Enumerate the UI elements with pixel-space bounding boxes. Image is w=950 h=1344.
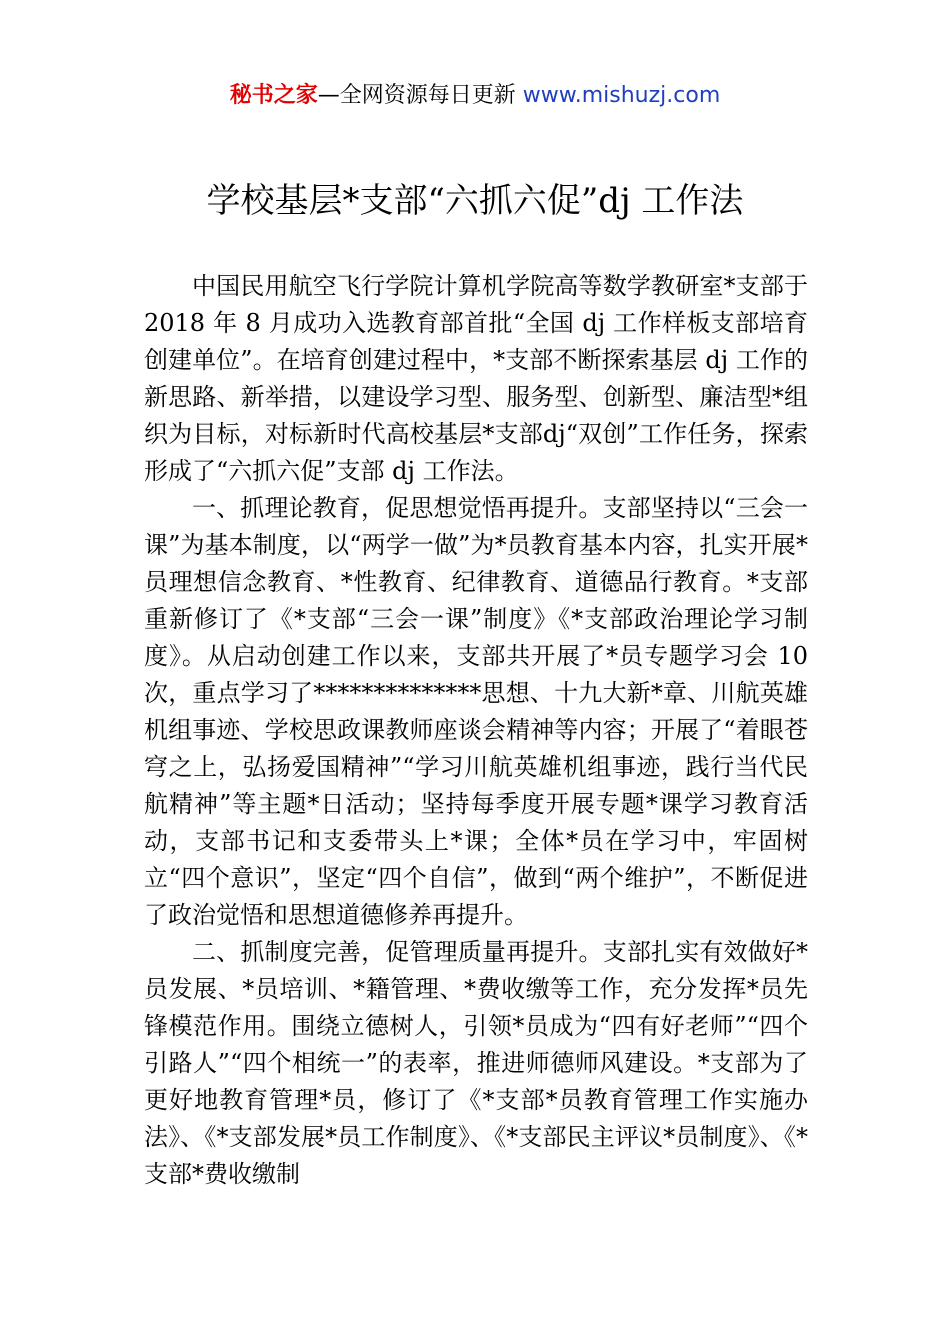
document-title: 学校基层*支部“六抓六促”dj 工作法 [206,181,744,221]
site-brand: 秘书之家 [229,83,318,108]
paragraph-section-2: 二、抓制度完善，促管理质量再提升。支部扎实有效做好*员发展、*员培训、*籍管理、*费收缴等工作，充分发挥*员先锋模范作用。围绕立德树人，引领*员成为“四有好老师”“四个引路人”“四个相统一”的表率，推进师德师风建设。*支部为了更好地教育管理*员，修订了《*支部*员教育管理工作实施办法》、《*支部发展*员工作制度》、《*支部民主评议*员制度》、《*支部*费收缴制 [144,938,808,1188]
site-header [0,80,950,112]
site-slogan: —全网资源每日更新 [317,83,523,108]
paragraph-intro: 中国民用航空飞行学院计算机学院高等数学教研室*支部于 2018 年 8 月成功入选教育部首批“全国 dj 工作样板支部培育创建单位”。在培育创建过程中，*支部不断探索基层 dj 工作的新思路、新举措，以建设学习型、服务型、创新型、廉洁型*组织为目标，对标新时代高校基层*支部dj“双创”工作任务，探索形成了“六抓六促”支部 dj 工作法。 [144,272,808,485]
site-url-link[interactable]: www.mishuzj.com [522,83,721,108]
document-body [144,268,808,1193]
paragraph-section-1: 一、抓理论教育，促思想觉悟再提升。支部坚持以“三会一课”为基本制度，以“两学一做”为*员教育基本内容，扎实开展*员理想信念教育、*性教育、纪律教育、道德品行教育。*支部重新修订了《*支部“三会一课”制度》《*支部政治理论学习制度》。从启动创建工作以来，支部共开展了*员专题学习会 10 次，重点学习了**************思想、十九大新*章、川航英雄机组事迹、学校思政课教师座谈会精神等内容；开展了“着眼苍穹之上，弘扬爱国精神”“学习川航英雄机组事迹，践行当代民航精神”等主题*日活动；坚持每季度开展专题*课学习教育活动，支部书记和支委带头上*课；全体*员在学习中，牢固树立“四个意识”，坚定“四个自信”，做到“两个维护”，不断促进了政治觉悟和思想道德修养再提升。 [144,494,808,929]
